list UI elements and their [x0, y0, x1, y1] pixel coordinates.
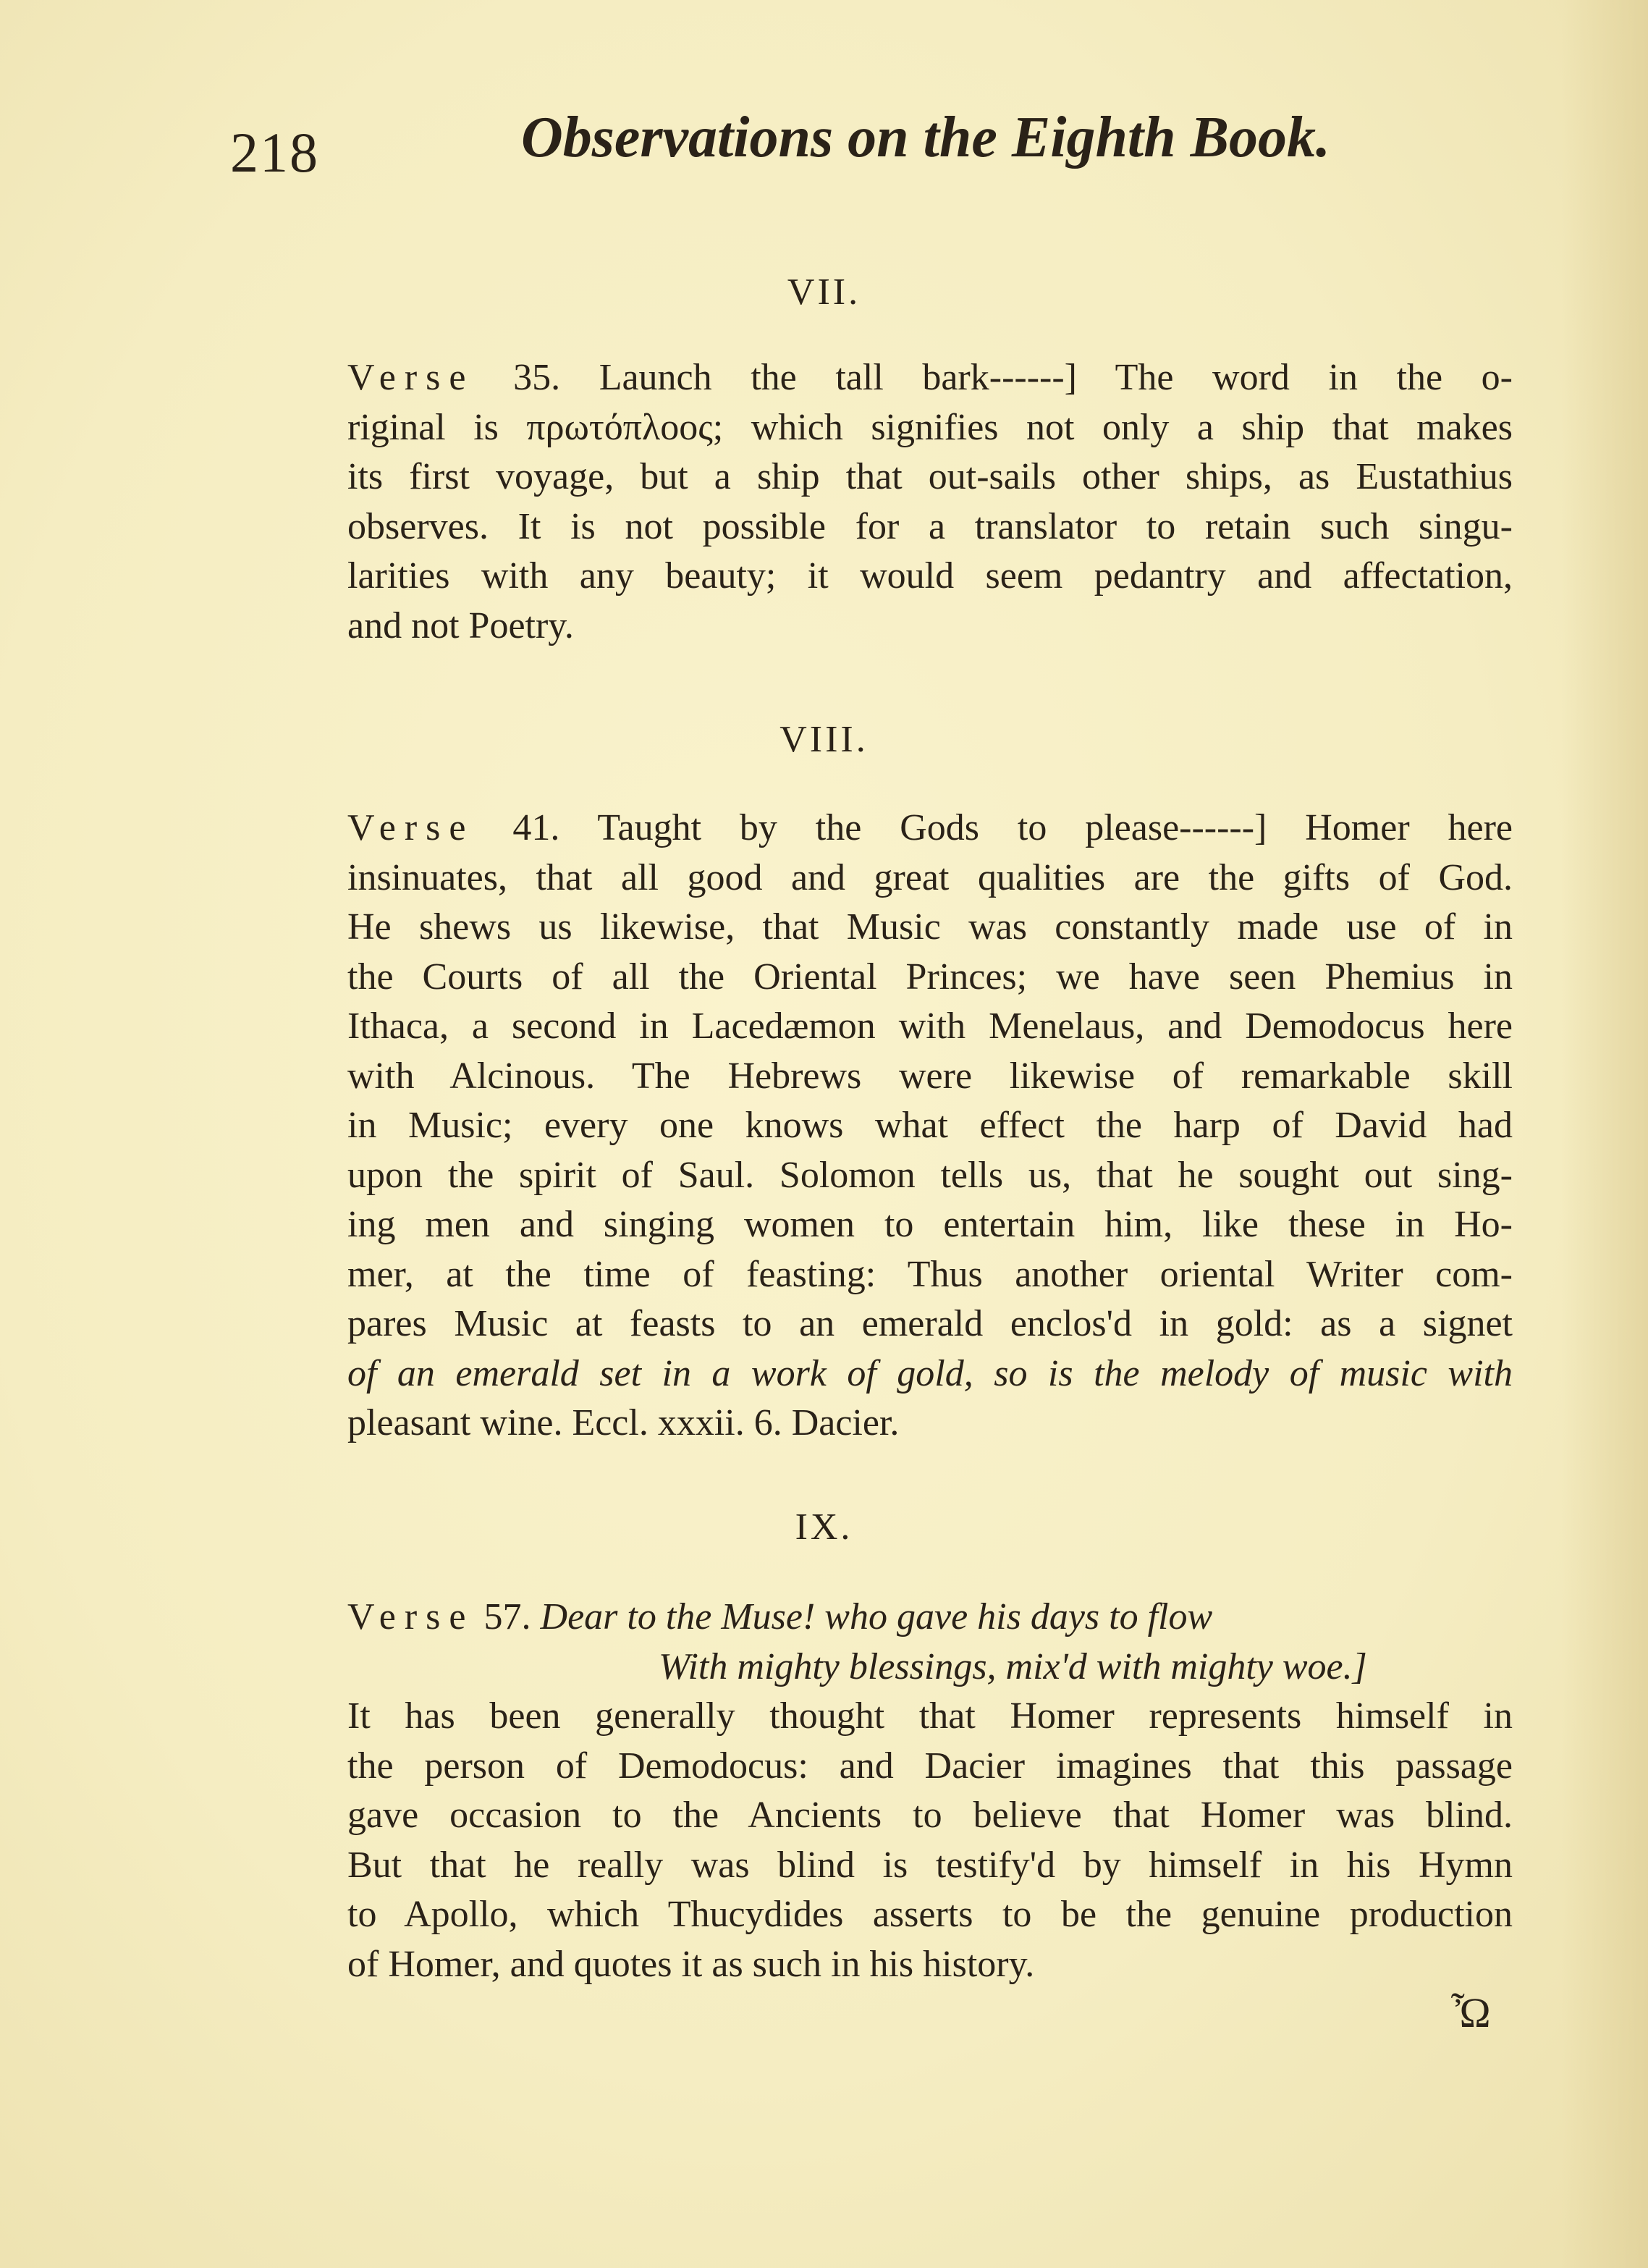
quoted-verse-line: With mighty blessings, mix'd with mighty woe.] [659, 1645, 1367, 1687]
note-line: He shews us likewise, that Music was constantly made use of in [347, 906, 1513, 948]
running-head: Observations on the Eighth Book. [521, 106, 1331, 169]
verse-number: 57. [483, 1596, 531, 1637]
note-line: of an emerald set in a work of gold, so is the melody of music with [347, 1352, 1513, 1394]
note-line: pleasant wine. Eccl. xxxii. 6. Dacier. [347, 1402, 900, 1443]
verse-number: 35. [513, 357, 561, 398]
note-line: insinuates, that all good and great qualities are the gifts of God. [347, 856, 1513, 898]
note-line: upon the spirit of Saul. Solomon tells us, that he sought out sing- [347, 1154, 1513, 1196]
note-section-ix [347, 1593, 1513, 1989]
note-line: observes. It is not possible for a translator to retain such singu- [347, 505, 1513, 547]
note-line-text: Taught by the Gods to please------] Homer here [597, 807, 1513, 848]
section-numeral-ix: IX. [795, 1506, 853, 1548]
note-line: the Courts of all the Oriental Princes; we have seen Phemius in [347, 956, 1513, 998]
note-line: of Homer, and quotes it as such in his history. [347, 1943, 1035, 1985]
catchword: Ὦ [1451, 1989, 1490, 2036]
quoted-verse-line: Dear to the Muse! who gave his days to flow [540, 1596, 1213, 1637]
note-line: in Music; every one knows what effect the harp of David had [347, 1105, 1513, 1146]
note-line: It has been generally thought that Homer represents himself in [347, 1695, 1513, 1737]
verse-label: Verse [347, 357, 475, 398]
note-line: mer, at the time of feasting: Thus another oriental Writer com- [347, 1253, 1513, 1295]
note-section-vii [347, 353, 1513, 651]
note-section-viii [347, 804, 1513, 1449]
note-line-text: Launch the tall bark------] The word in the o- [599, 357, 1513, 398]
note-line: Ithaca, a second in Lacedæmon with Menelaus, and Demodocus here [347, 1006, 1513, 1047]
note-line: the person of Demodocus: and Dacier imagines that this passage [347, 1745, 1513, 1787]
note-line: larities with any beauty; it would seem pedantry and affectation, [347, 555, 1513, 596]
note-line: with Alcinous. The Hebrews were likewise of remarkable skill [347, 1055, 1513, 1097]
note-line: gave occasion to the Ancients to believe that Homer was blind. [347, 1795, 1513, 1836]
note-line [347, 353, 1513, 403]
section-numeral-vii: VII. [787, 271, 861, 313]
note-line: to Apollo, which Thucydides asserts to be the genuine production [347, 1894, 1513, 1935]
note-line: But that he really was blind is testify'd by himself in his Hymn [347, 1844, 1513, 1886]
verse-label: Verse [347, 1596, 475, 1637]
note-line: pares Music at feasts to an emerald enclos'd in gold: as a signet [347, 1303, 1513, 1344]
verse-label: Verse [347, 807, 475, 848]
note-line: its first voyage, but a ship that out-sails other ships, as Eustathius [347, 456, 1513, 497]
verse-number: 41. [512, 807, 560, 848]
page-number: 218 [230, 121, 319, 184]
note-line: and not Poetry. [347, 604, 574, 646]
page-edge-shade [1561, 0, 1648, 2268]
note-line [347, 1593, 1513, 1643]
note-line: ing men and singing women to entertain him, like these in Ho- [347, 1204, 1513, 1245]
section-numeral-viii: VIII. [779, 719, 869, 760]
note-line: riginal is πρωτόπλοος; which signifies not only a ship that makes [347, 406, 1513, 448]
note-line [347, 804, 1513, 853]
